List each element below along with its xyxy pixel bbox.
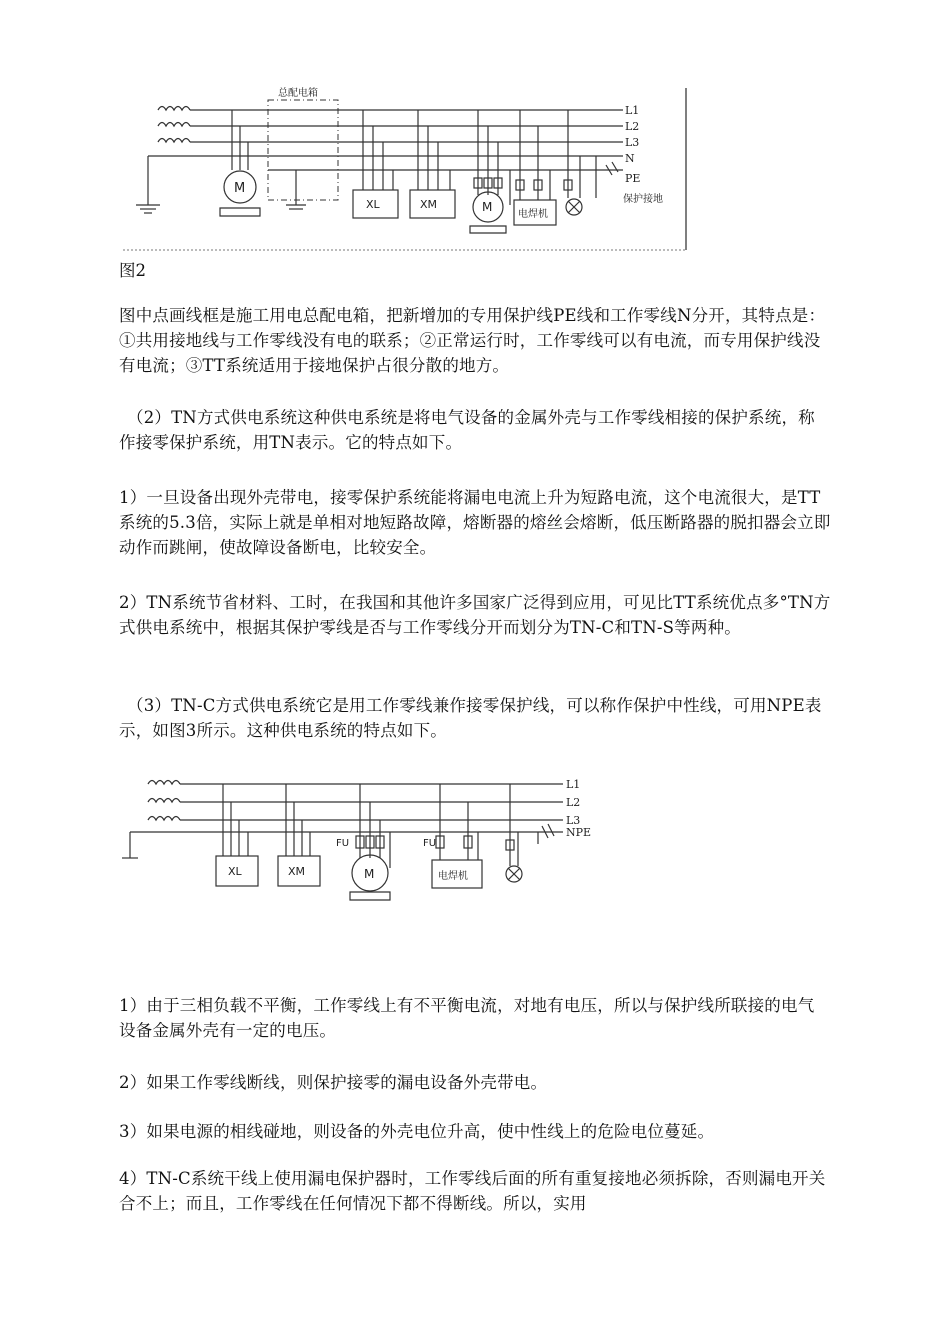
fig3-line-label-l2: L2 xyxy=(566,796,581,809)
box-xl-label: XL xyxy=(366,198,380,211)
fig3-fuse-label-2: FU xyxy=(423,838,437,849)
fig3-box-xl-label: XL xyxy=(228,865,242,878)
line-label-l3: L3 xyxy=(625,136,640,149)
paragraph-4: 2）TN系统节省材料、工时，在我国和其他许多国家广泛得到应用，可见比TT系统优点多°TN方式供电系统中，根据其保护零线是否与工作零线分开而划分为TN-C和TN-S等两种。 xyxy=(119,593,831,637)
figure-2-diagram xyxy=(118,80,693,255)
paragraph-5: （3）TN-C方式供电系统它是用工作零线兼作接零保护线，可以称作保护中性线，可用NPE表示，如图3所示。这种供电系统的特点如下。 xyxy=(119,696,822,740)
fig3-line-label-l3: L3 xyxy=(566,814,581,827)
figure-2-caption: 图2 xyxy=(119,261,146,280)
generator-motor-label: M xyxy=(234,181,246,196)
fig3-box-xm-label: XM xyxy=(288,865,306,878)
fig3-line-label-npe: NPE xyxy=(566,826,592,839)
distribution-box-label: 总配电箱 xyxy=(278,88,318,99)
paragraph-6: 1）由于三相负载不平衡，工作零线上有不平衡电流，对地有电压，所以与保护线所联接的电气设备金属外壳有一定的电压。 xyxy=(119,996,815,1040)
paragraph-2: （2）TN方式供电系统这种供电系统是将电气设备的金属外壳与工作零线相接的保护系统，称作接零保护系统，用TN表示。它的特点如下。 xyxy=(119,408,815,452)
line-label-l1: L1 xyxy=(625,104,640,117)
fig3-line-label-l1: L1 xyxy=(566,778,581,791)
figure-3-diagram xyxy=(118,768,598,918)
fig3-welder-label: 电焊机 xyxy=(438,871,468,882)
line-label-l2: L2 xyxy=(625,120,640,133)
welder-label: 电焊机 xyxy=(518,209,548,220)
paragraph-8: 3）如果电源的相线碰地，则设备的外壳电位升高，使中性线上的危险电位蔓延。 xyxy=(119,1122,715,1141)
paragraph-1: 图中点画线框是施工用电总配电箱，把新增加的专用保护线PE线和工作零线N分开，其特点是：①共用接地线与工作零线没有电的联系；②正常运行时，工作零线可以有电流，而专用保护线没有电流；③TT系统适用于接地保护占很分散的地方。 xyxy=(119,306,826,375)
box-xm-label: XM xyxy=(420,198,438,211)
paragraph-7: 2）如果工作零线断线，则保护接零的漏电设备外壳带电。 xyxy=(119,1073,548,1092)
paragraph-9: 4）TN-C系统干线上使用漏电保护器时，工作零线后面的所有重复接地必须拆除，否则漏电开关合不上；而且，工作零线在任何情况下都不得断线。所以，实用 xyxy=(119,1169,826,1213)
fig3-motor-label: M xyxy=(364,867,375,881)
line-label-pe: PE xyxy=(625,172,641,185)
line-label-n: N xyxy=(625,152,635,165)
pe-note: 保护接地 xyxy=(623,194,663,205)
fig3-fuse-label-1: FU xyxy=(336,838,350,849)
motor-label: M xyxy=(482,200,493,214)
paragraph-3: 1）一旦设备出现外壳带电，接零保护系统能将漏电电流上升为短路电流，这个电流很大，是TT系统的5.3倍，实际上就是单相对地短路故障，熔断器的熔丝会熔断，低压断路器的脱扣器会立即动作而跳闸，使故障设备断电，比较安全。 xyxy=(119,488,831,557)
